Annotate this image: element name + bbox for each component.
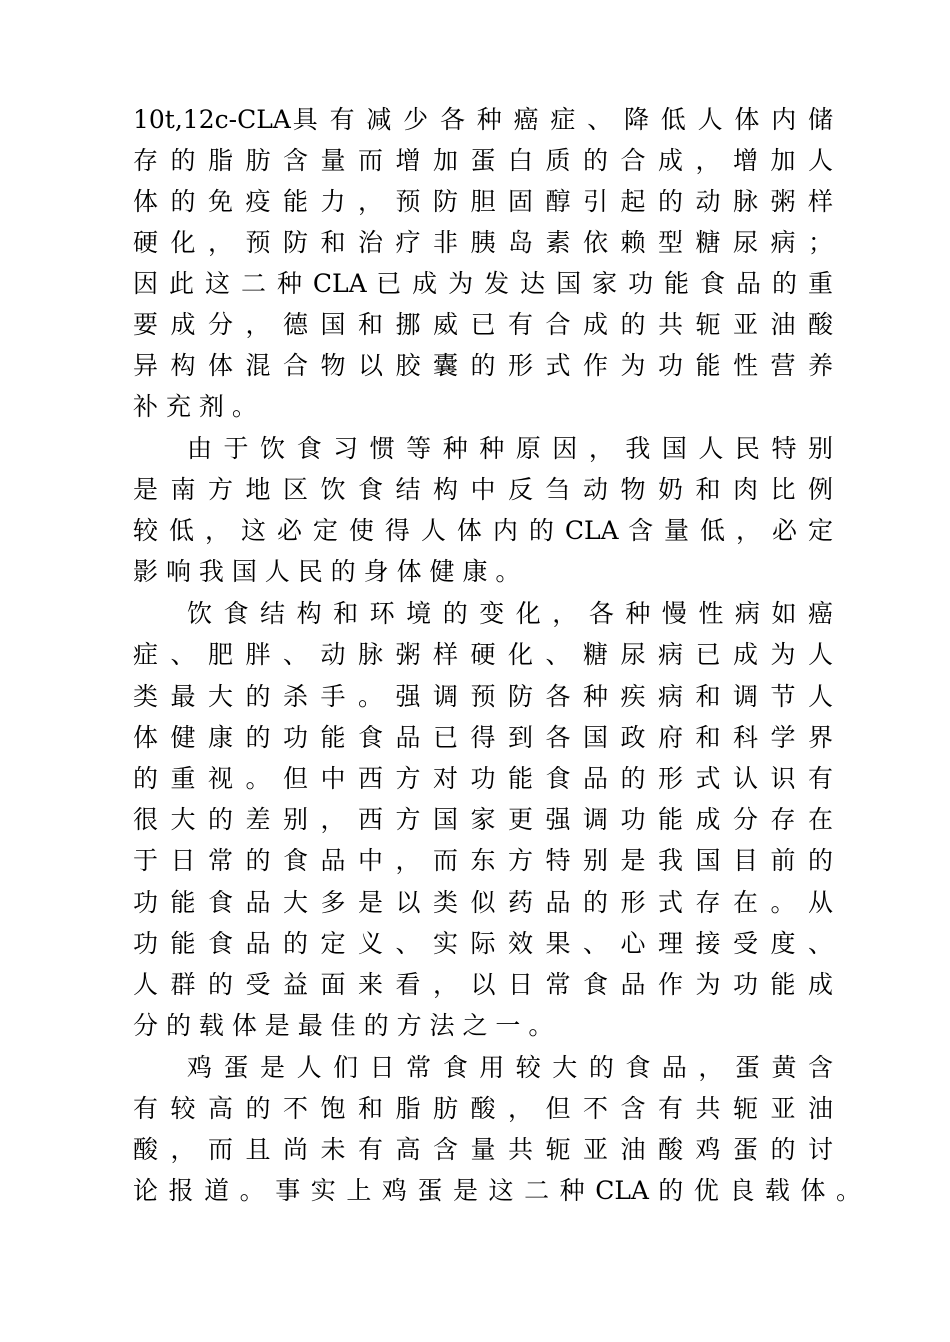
paragraph-first-line: 鸡 蛋 是 人 们 日 常 食 用 较 大 的 食 品 ， 蛋 黄 含 (187, 1053, 833, 1082)
text-line: 较 低 ， 这 必 定 使 得 人 体 内 的 CLA 含 量 低 ， 必 定 (133, 516, 833, 545)
text-line: 类 最 大 的 杀 手 。 强 调 预 防 各 种 疾 病 和 调 节 人 (133, 682, 833, 711)
text-line: 很 大 的 差 别 ， 西 方 国 家 更 强 调 功 能 成 分 存 在 (133, 805, 833, 834)
text-line: 人 群 的 受 益 面 来 看 ， 以 日 常 食 品 作 为 功 能 成 (133, 970, 833, 999)
text-line: 论 报 道 。 事 实 上 鸡 蛋 是 这 二 种 CLA 的 优 良 载 体 。 (133, 1176, 861, 1205)
text-line: 补 充 剂 。 (133, 392, 257, 421)
text-line: 异 构 体 混 合 物 以 胶 囊 的 形 式 作 为 功 能 性 营 养 (133, 351, 833, 380)
text-line: 存 的 脂 肪 含 量 而 增 加 蛋 白 质 的 合 成 ， 增 加 人 (133, 146, 833, 175)
text-line: 功 能 食 品 的 定 义 、 实 际 效 果 、 心 理 接 受 度 、 (133, 929, 833, 958)
text-line: 的 重 视 。 但 中 西 方 对 功 能 食 品 的 形 式 认 识 有 (133, 764, 833, 793)
text-line: 症 、 肥 胖 、 动 脉 粥 样 硬 化 、 糖 尿 病 已 成 为 人 (133, 640, 833, 669)
paragraph-first-line: 由 于 饮 食 习 惯 等 种 种 原 因 ， 我 国 人 民 特 别 (187, 434, 833, 463)
text-line: 有 较 高 的 不 饱 和 脂 肪 酸 ， 但 不 含 有 共 轭 亚 油 (133, 1094, 833, 1123)
text-line: 于 日 常 的 食 品 中 ， 而 东 方 特 别 是 我 国 目 前 的 (133, 846, 833, 875)
text-line: 硬 化 ， 预 防 和 治 疗 非 胰 岛 素 依 赖 型 糖 尿 病 ； (133, 228, 833, 257)
text-line: 分 的 载 体 是 最 佳 的 方 法 之 一 。 (133, 1011, 554, 1040)
text-line: 体 的 免 疫 能 力 ， 预 防 胆 固 醇 引 起 的 动 脉 粥 样 (133, 187, 833, 216)
text-line: 是 南 方 地 区 饮 食 结 构 中 反 刍 动 物 奶 和 肉 比 例 (133, 475, 833, 504)
text-line: 体 健 康 的 功 能 食 品 已 得 到 各 国 政 府 和 科 学 界 (133, 723, 833, 752)
text-line: 酸 ， 而 且 尚 未 有 高 含 量 共 轭 亚 油 酸 鸡 蛋 的 讨 (133, 1135, 833, 1164)
text-line: 功 能 食 品 大 多 是 以 类 似 药 品 的 形 式 存 在 。 从 (133, 888, 833, 917)
paragraph-first-line: 饮 食 结 构 和 环 境 的 变 化 ， 各 种 慢 性 病 如 癌 (187, 599, 833, 628)
text-line: 10t,12c-CLA具 有 减 少 各 种 癌 症 、 降 低 人 体 内 储 (133, 105, 833, 134)
text-line: 要 成 分 ， 德 国 和 挪 威 已 有 合 成 的 共 轭 亚 油 酸 (133, 310, 833, 339)
text-line: 因 此 这 二 种 CLA 已 成 为 发 达 国 家 功 能 食 品 的 重 (133, 269, 833, 298)
text-line: 影 响 我 国 人 民 的 身 体 健 康 。 (133, 557, 521, 586)
